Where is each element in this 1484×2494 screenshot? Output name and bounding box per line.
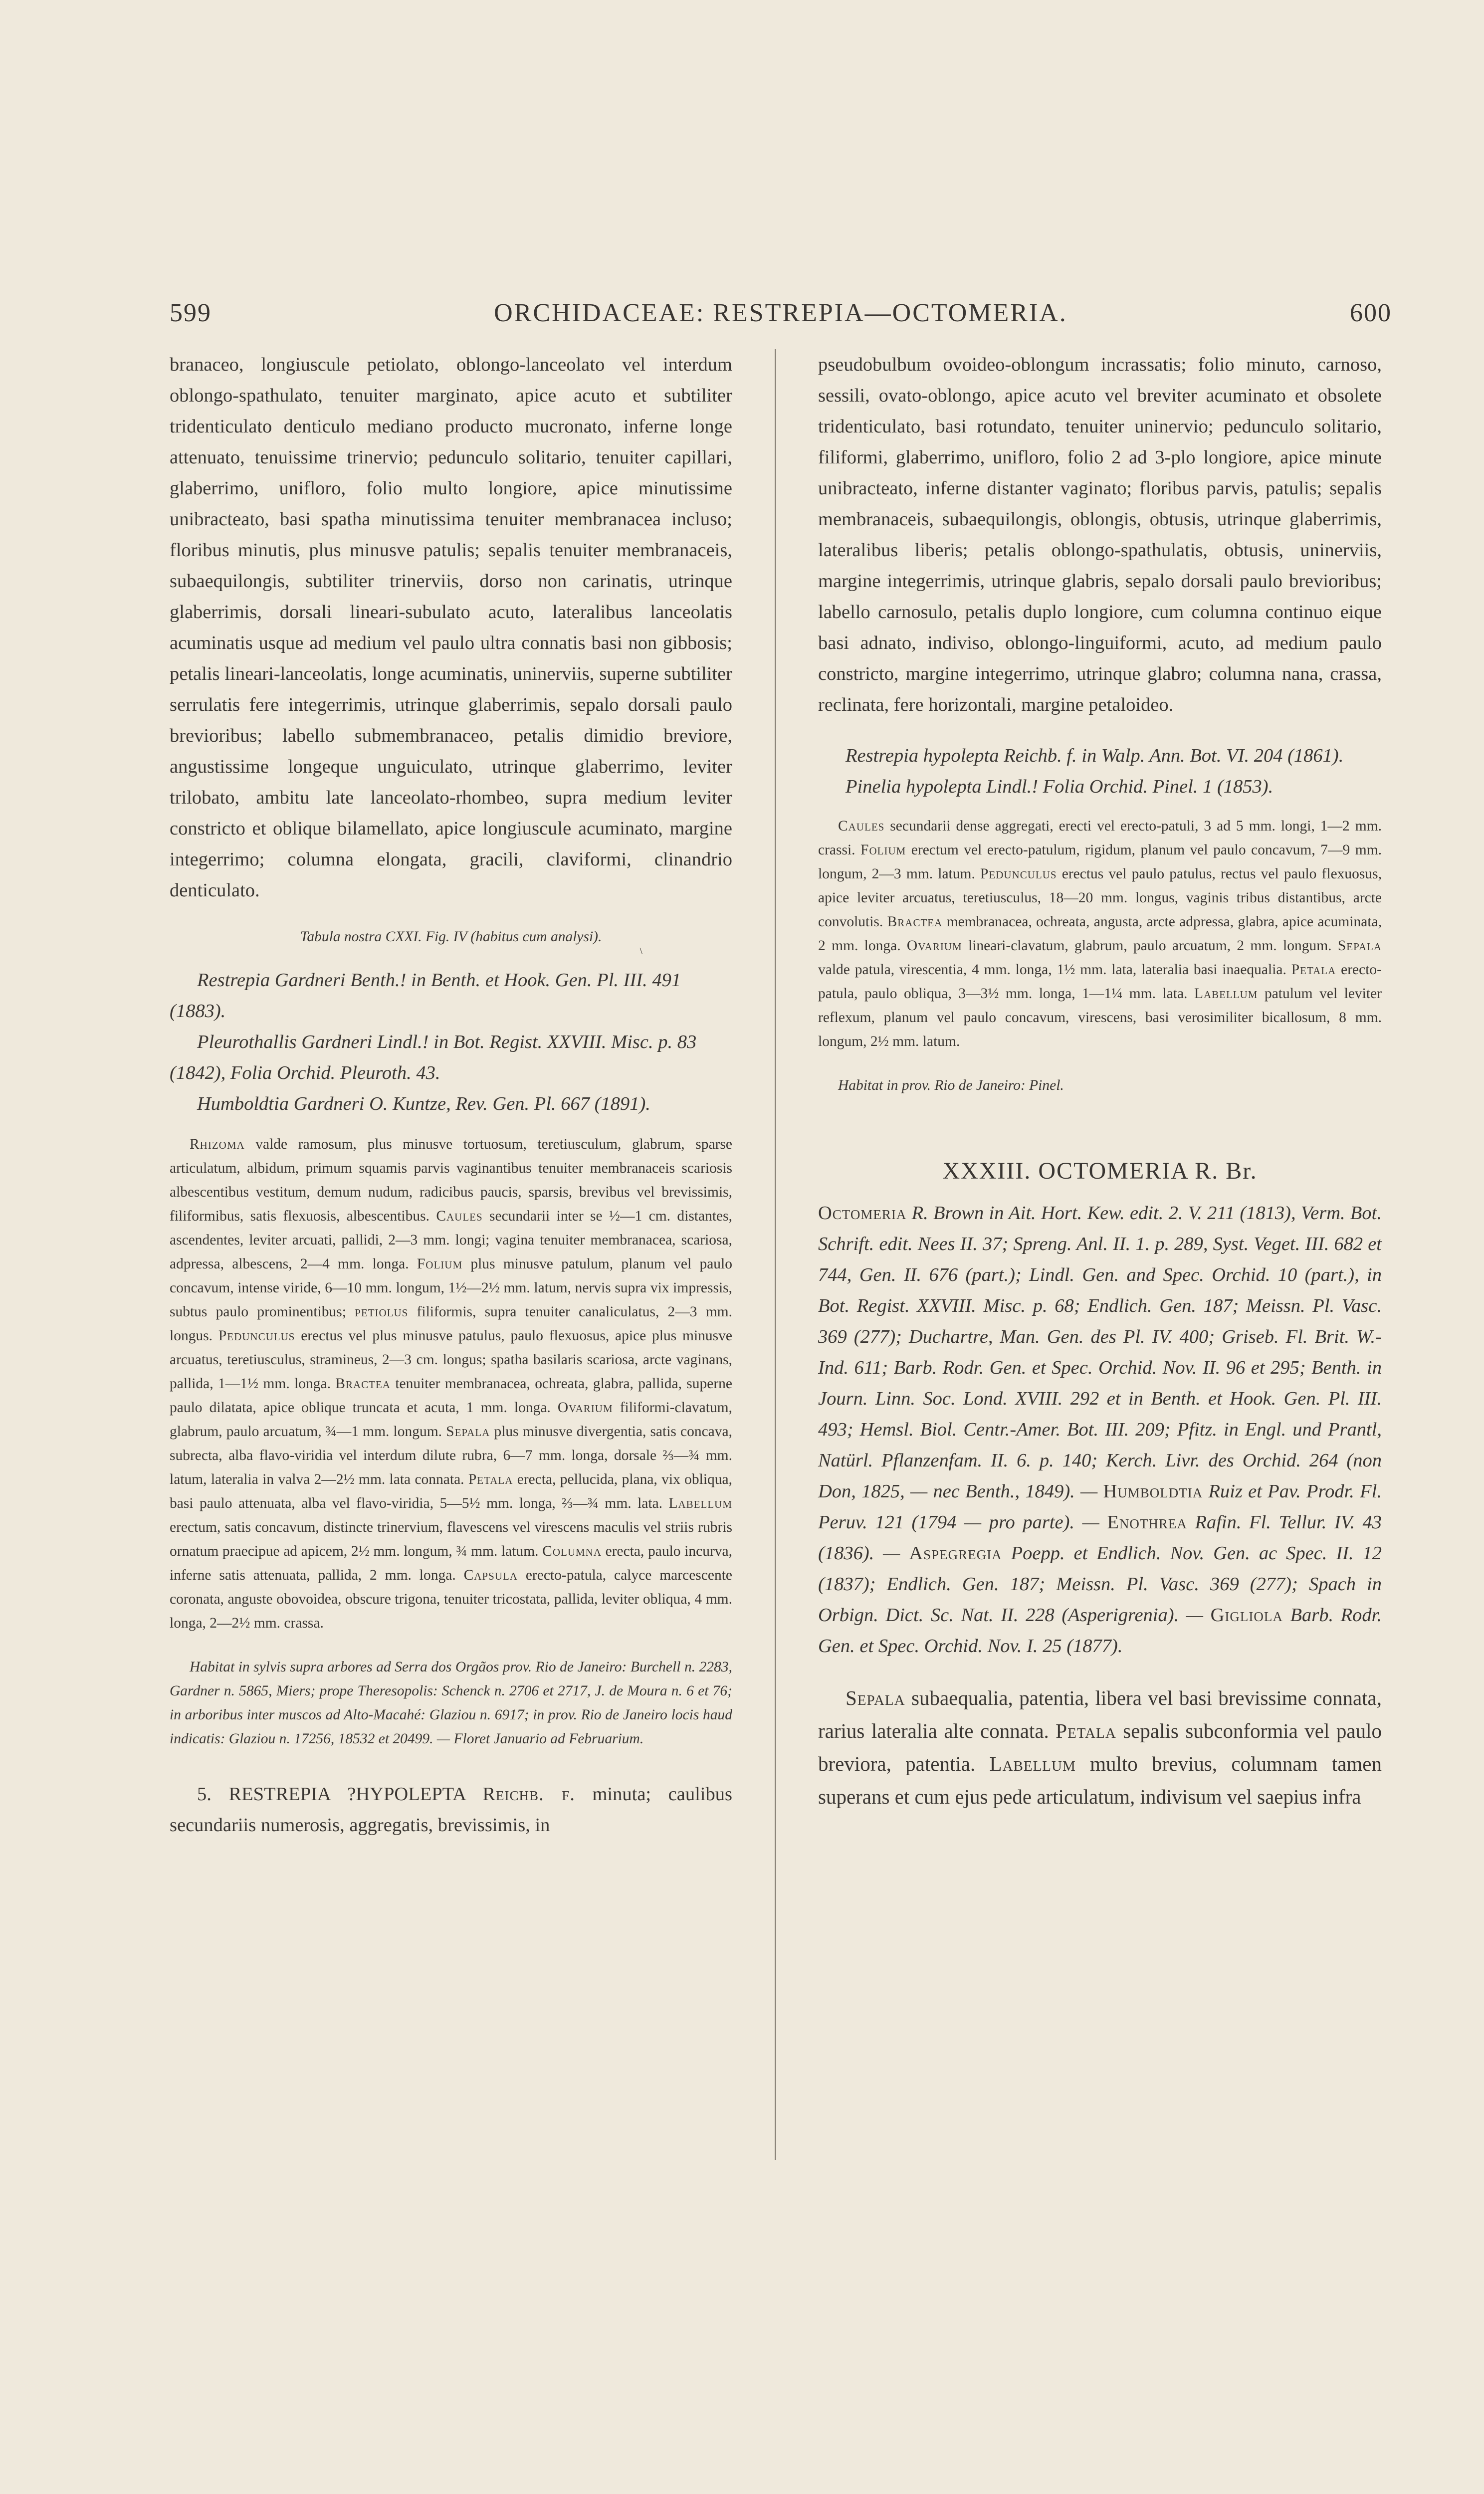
synonym-genus: Enothrea — [1107, 1512, 1187, 1533]
page-number-right: 600 — [1350, 299, 1392, 327]
term-labellum: Labellum — [989, 1752, 1076, 1775]
right-column — [818, 349, 1382, 1813]
desc-text: secundarii dense aggregati, erecti vel erecto-patuli, 3 ad 5 mm. longi, 1—2 mm. crassi. — [818, 818, 1382, 858]
term-pedunculus: Pedunculus — [980, 866, 1057, 882]
term-bractea: Bractea — [335, 1376, 391, 1392]
term-petiolus: petiolus — [355, 1304, 409, 1320]
plate-reference: Tabula nostra CXXI. Fig. IV (habitus cum analysi). — [300, 929, 602, 945]
column-divider — [775, 349, 776, 2160]
synonymy — [170, 965, 732, 1119]
synonym-line: Humboldtia Gardneri O. Kuntze, Rev. Gen. Pl. 667 (1891). — [197, 1093, 650, 1114]
running-title: ORCHIDACEAE: RESTREPIA—OCTOMERIA. — [494, 299, 1067, 327]
desc-text: membranacea, ochreata, angusta, arcte adpressa, glabra, apice acuminata, 2 mm. longa. — [818, 914, 1382, 954]
term-petala: Petala — [1291, 962, 1336, 978]
species-5-intro — [170, 1779, 732, 1841]
literature-text: Ruiz et Pav. Prodr. Fl. Peruv. 121 (1794 — pro parte). — — [818, 1481, 1382, 1533]
literature-text: R. Brown in Ait. Hort. Kew. edit. 2. V. 211 (1813), Verm. Bot. Schrift. edit. Nees II. 37; Spreng. Anl. II. 1. p. 289, Syst. Veget. III. 682 et 744, Gen. II. 676 (part.); Lindl. Gen. and Spec. Orchid. 10 (part.), in Bot. Regist. XXVIII. Misc. p. 68; Endlich. Gen. 187; Meissn. Pl. Vasc. 369 (277); Duchartre, Man. Gen. des Pl. IV. 400; Griseb. Fl. Brit. W.-Ind. 611; Barb. Rodr. Gen. et Spec. Orchid. Nov. II. 96 et 295; Benth. in Journ. Linn. Soc. Lond. XVIII. 292 et in Benth. et Hook. Gen. Pl. III. 493; Hemsl. Biol. Centr.-Amer. Bot. III. 209; Pfitz. in Engl. und Prantl, Natürl. Pflanzenfam. II. 6. p. 140; Kerch. Livr. des Orchid. 264 (non Don, 1825, — nec Benth., 1849). — — [818, 1203, 1382, 1502]
synonym-genus: Aspegregia — [909, 1543, 1002, 1564]
synonym-line: Restrepia hypolepta Reichb. f. in Walp. Ann. Bot. VI. 204 (1861). — [846, 745, 1344, 766]
term-sepala: Sepala — [1337, 938, 1382, 954]
desc-text: plus minusve divergentia, satis concava, subrecta, alba flavo-viridia vel interdum dilute rubra, 6—7 mm. longa, dorsale ⅔—¾ mm. latum, lateralia in valva 2—2½ mm. lata connata. — [170, 1424, 732, 1487]
desc-text: erecta, paulo incurva, inferne satis attenuata, pallida, 2 mm. longa. — [170, 1543, 733, 1583]
desc-text: erecta, pellucida, plana, vix obliqua, basi paulo attenuata, alba vel flavo-viridia, 5—5½ mm. longa, ⅔—¾ mm. lata. — [170, 1471, 732, 1511]
literature-text: Rafin. Fl. Tellur. IV. 43 (1836). — — [818, 1512, 1382, 1564]
species-5-description: pseudobulbum ovoideo-oblongum incrassatis; folio minuto, carnoso, sessili, ovato-oblongo, apice acuto vel breviter acuminato et obsolete tridenticulato, basi rotundato, tenuiter uninervio; pedunculo solitario, filiformi, glaberrimo, unifloro, folio 2 ad 3-plo longiore, apice minute unibracteato, inferne distanter vaginato; floribus parvis, patulis; sepalis membranaceis, subaequilongis, oblongis, obtusis, utrinque glaberrimis, lateralibus liberis; petalis oblongo-spathulatis, obtusis, uninerviis, margine integerrimis, utrinque glabris, sepalo dorsali paulo brevioribus; labello carnosulo, petalis duplo longiore, cum columna continuo eique basi adnato, indiviso, oblongo-linguiformi, acuto, ad medium paulo constricto, margine integerrimo, utrinque glabro; columna nana, crassa, reclinata, fere horizontali, margine petaloideo. — [818, 354, 1382, 715]
genus-name: Octomeria — [818, 1203, 907, 1224]
desc-text: erecto-patula, calyce marcescente coronata, anguste obovoidea, obscure trigona, tenuiter tricostata, pallida, leviter obliqua, 4 mm. longa, 2—2½ mm. crassa. — [170, 1567, 732, 1631]
genus-literature — [818, 1198, 1382, 1662]
term-pedunculus: Pedunculus — [218, 1328, 295, 1344]
term-labellum: Labellum — [1194, 986, 1258, 1002]
habitat-note: Habitat in sylvis supra arbores ad Serra dos Orgãos prov. Rio de Janeiro: Burchell n. 2283, Gardner n. 5865, Miers; prope Theresopolis: Schenck n. 2706 et 2717, J. de Moura n. 6 et 76; in arboribus inter muscos ad Alto-Macahé: Glaziou n. 6917; in prov. Rio de Janeiro locis haud indicatis: Glaziou n. 17256, 18532 et 20499. — Floret Januario ad Februarium. — [170, 1659, 732, 1747]
desc-text: multo brevius, columnam tamen superans et cum ejus pede articulatum, indivisum vel saepius infra — [818, 1752, 1382, 1808]
desc-text: erecto-patula, paulo obliqua, 3—3½ mm. longa, 1—1¼ mm. lata. — [818, 962, 1382, 1002]
species-5-text: minuta; caulibus secundariis numerosis, aggregatis, brevissimis, in — [170, 1784, 732, 1836]
desc-text: subaequalia, patentia, libera vel basi brevissime connata, rarius lateralia alte connata. — [818, 1686, 1382, 1742]
term-ovarium: Ovarium — [906, 938, 962, 954]
desc-text: filiformi-clavatum, glabrum, paulo arcuatum, ¾—1 mm. longum. — [170, 1400, 732, 1440]
term-sepala: Sepala — [446, 1424, 490, 1440]
page-number-left: 599 — [170, 299, 212, 327]
term-petala: Petala — [1056, 1719, 1116, 1742]
desc-text: lineari-clavatum, glabrum, paulo arcuatum, 2 mm. longum. — [962, 938, 1338, 954]
synonym-line: Restrepia Gardneri Benth.! in Benth. et Hook. Gen. Pl. III. 491 (1883). — [170, 970, 681, 1022]
term-ovarium: Ovarium — [557, 1400, 613, 1416]
term-caules: Caules — [436, 1208, 483, 1224]
literature-text: Barb. Rodr. Gen. et Spec. Orchid. Nov. I. 25 (1877). — [818, 1605, 1382, 1657]
synonym-line: Pleurothallis Gardneri Lindl.! in Bot. Regist. XXVIII. Misc. p. 83 (1842), Folia Orchid. Pleuroth. 43. — [170, 1032, 697, 1083]
term-sepala: Sepala — [846, 1686, 905, 1709]
desc-text: filiformis, supra tenuiter canaliculatus, 2—3 mm. longus. — [170, 1304, 732, 1344]
desc-text: erectum, satis concavum, distincte trinervium, flavescens vel virescens maculis vel striis rubris ornatum praecipue ad apicem, 2½ mm. longum, ¾ mm. latum. — [170, 1519, 732, 1559]
synonymy-2 — [818, 740, 1382, 802]
literature-text: Poepp. et Endlich. Nov. Gen. ac Spec. II. 12 (1837); Endlich. Gen. 187; Meissn. Pl. Vasc. 369 (277); Spach in Orbign. Dict. Sc. Nat. II. 228 (Asperigrenia). — — [818, 1543, 1382, 1626]
genus-description — [818, 1681, 1382, 1813]
term-folium: Folium — [417, 1256, 463, 1272]
desc-text: tenuiter membranacea, ochreata, glabra, pallida, superne paulo dilatata, apice oblique truncata et acuta, 1 mm. longa. — [170, 1376, 732, 1416]
running-header — [170, 298, 1392, 338]
desc-text: valde ramosum, plus minusve tortuosum, teretiusculum, glabrum, sparse articulatum, albidum, primum squamis parvis vaginantibus tenuiter membranaceis scariosis albescentibus vestitum, demum nudum, radicibus paucis, sparsis, brevibus vel brevissimis, filiformibus, satis flexuosis, albescentibus. — [170, 1136, 732, 1224]
desc-text: erectus vel plus minusve patulus, paulo flexuosus, apice plus minusve arcuatus, teretiusculus, stramineus, 2—3 cm. longus; spatha basilaris scariosa, arcte vaginans, pallida, 1—1½ mm. longa. — [170, 1328, 732, 1392]
term-capsula: Capsula — [463, 1567, 518, 1583]
desc-text: secundarii inter se ½—1 cm. distantes, ascendentes, leviter arcuati, pallidi, 2—3 mm. longi; vagina tenuiter membranacea, scariosa, adpressa, albescens, 2—4 mm. longa. — [170, 1208, 732, 1272]
desc-text: valde patula, virescentia, 4 mm. longa, 1½ mm. lata, lateralia basi inaequalia. — [818, 962, 1291, 978]
term-folium: Folium — [860, 842, 906, 858]
term-bractea: Bractea — [887, 914, 943, 930]
synonym-line: Pinelia hypolepta Lindl.! Folia Orchid. Pinel. 1 (1853). — [846, 776, 1273, 797]
genus-section-title: XXXIII. OCTOMERIA R. Br. — [942, 1158, 1258, 1184]
desc-text: plus minusve patulum, planum vel paulo concavum, intense viride, 6—10 mm. longum, 1½—2½ mm. latum, nervis supra vix impressis, subtus paulo prominentibus; — [170, 1256, 733, 1320]
margin-mark: \ — [639, 946, 642, 957]
term-petala: Petala — [468, 1471, 513, 1487]
term-caules: Caules — [838, 818, 885, 834]
synonym-genus: Humboldtia — [1103, 1481, 1203, 1502]
species-heading: 5. RESTREPIA ?HYPOLEPTA — [197, 1784, 465, 1805]
species-author: Reichb. f. — [482, 1784, 575, 1805]
desc-text: patulum vel leviter reflexum, planum vel paulo concavum, virescens, basi verosimiliter bicallosum, 8 mm. longum, 2½ mm. latum. — [818, 986, 1382, 1049]
term-columna: Columna — [542, 1543, 602, 1559]
desc-text: sepalis subconformia vel paulo breviora, patentia. — [818, 1719, 1382, 1775]
detailed-description-2 — [818, 814, 1382, 1053]
term-rhizoma: Rhizoma — [190, 1136, 245, 1152]
margin-mark-container — [170, 946, 732, 962]
habitat-note-2: Habitat in prov. Rio de Janeiro: Pinel. — [838, 1077, 1064, 1093]
synonym-genus: Gigliola — [1210, 1605, 1283, 1626]
species-description-continued: branaceo, longiuscule petiolato, oblongo-lanceolato vel interdum oblongo-spathulato, tenuiter marginato, apice acuto et subtiliter tridenticulato denticulo mediano producto mucronato, inferne longe attenuato, tenuissime trinervio; pedunculo solitario, tenuiter capillari, glaberrimo, unifloro, folio multo longiore, apice minutissime unibracteato, basi spatha minutissima tenuiter membranacea incluso; floribus minutis, plus minusve patulis; sepalis tenuiter membranaceis, subaequilongis, subtiliter trinerviis, dorso non carinatis, utrinque glaberrimis, dorsali lineari-subulato acuto, lateralibus lanceolatis acuminatis usque ad medium vel paulo ultra connatis basi non gibbosis; petalis lineari-lanceolatis, longe acuminatis, uninerviis, superne subtiliter serrulatis fere integerrimis, utrinque glaberrimis, sepalo dorsali paulo brevioribus; labello submembranaceo, petalis dimidio breviore, angustissime longeque unguiculato, utrinque glaberrimo, leviter trilobato, ambitu late lanceolato-rhombeo, supra medium leviter constricto et oblique bilamellato, apice longiuscule acuminato, margine integerrimo; columna elongata, gracili, claviformi, clinandrio denticulato. — [170, 354, 732, 901]
term-labellum: Labellum — [668, 1495, 732, 1511]
detailed-description — [170, 1132, 732, 1635]
desc-text: erectum vel erecto-patulum, rigidum, planum vel paulo concavum, 7—9 mm. longum, 2—3 mm. latum. — [818, 842, 1382, 882]
left-column — [170, 349, 732, 1841]
desc-text: erectus vel paulo patulus, rectus vel paulo flexuosus, apice leviter arcuatus, teretiusculus, 18—20 mm. longus, vaginis tribus distantibus, arcte convolutis. — [818, 866, 1382, 930]
